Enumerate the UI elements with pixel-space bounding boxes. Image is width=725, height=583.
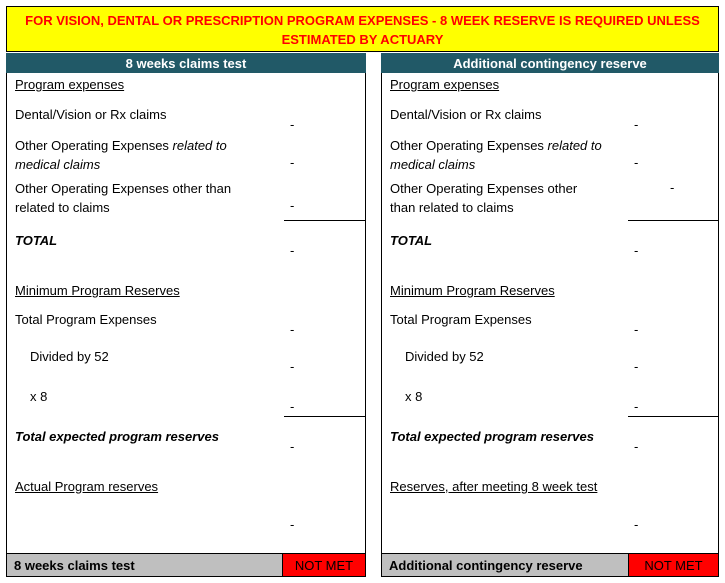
total-value: -	[290, 243, 295, 258]
other-related-italic-2: medical claims	[390, 157, 476, 172]
expected-rule	[628, 416, 719, 417]
dental-vision-value: -	[290, 117, 295, 132]
total-label: TOTAL	[390, 233, 433, 248]
program-expenses-heading: Program expenses	[390, 77, 500, 92]
expected-label: Total expected program reserves	[15, 429, 219, 444]
dental-vision-label: Dental/Vision or Rx claims	[390, 107, 542, 122]
total-value: -	[634, 243, 639, 258]
subtotal-rule	[284, 220, 366, 221]
subtotal-rule	[628, 220, 719, 221]
other-non-related-text-1: Other Operating Expenses other	[390, 181, 578, 196]
other-related-text: Other Operating Expenses	[390, 138, 548, 153]
total-label: TOTAL	[15, 233, 58, 248]
panel-body	[381, 73, 719, 553]
program-expenses-heading: Program expenses	[15, 77, 125, 92]
other-non-related-label	[390, 179, 577, 217]
expected-label: Total expected program reserves	[390, 429, 594, 444]
warning-banner	[6, 6, 719, 52]
other-non-related-value: -	[290, 198, 295, 213]
other-related-value: -	[290, 155, 295, 170]
min-reserves-heading: Minimum Program Reserves	[390, 283, 555, 298]
footer-label: 8 weeks claims test	[14, 558, 135, 573]
total-expenses-value: -	[290, 322, 295, 337]
actual-reserves-value: -	[290, 517, 295, 532]
other-related-label	[390, 136, 602, 174]
other-related-italic: related to	[172, 138, 227, 153]
times-eight-value: -	[290, 399, 295, 414]
total-expenses-label: Total Program Expenses	[15, 312, 157, 327]
panel-footer	[6, 553, 366, 577]
total-expenses-label: Total Program Expenses	[390, 312, 532, 327]
min-reserves-heading: Minimum Program Reserves	[15, 283, 180, 298]
banner-line-1: FOR VISION, DENTAL OR PRESCRIPTION PROGRAM EXPENSES - 8 WEEK RESERVE IS REQUIRED UNLESS	[25, 13, 700, 28]
other-non-related-text-1: Other Operating Expenses other than	[15, 181, 232, 196]
divided-label: Divided by 52	[30, 349, 109, 364]
other-related-italic-2: medical claims	[15, 157, 101, 172]
reserves-after-test-value: -	[634, 517, 639, 532]
panel-header: Additional contingency reserve	[381, 53, 719, 73]
other-non-related-label	[15, 179, 231, 217]
expected-value: -	[634, 439, 639, 454]
divided-value: -	[290, 359, 295, 374]
divided-label: Divided by 52	[405, 349, 484, 364]
actual-reserves-label: Actual Program reserves	[15, 479, 159, 494]
total-expenses-value: -	[634, 322, 639, 337]
dental-vision-label: Dental/Vision or Rx claims	[15, 107, 167, 122]
panel-footer	[381, 553, 719, 577]
footer-label: Additional contingency reserve	[389, 558, 583, 573]
eight-weeks-claims-test-panel	[6, 53, 366, 578]
banner-line-2: ESTIMATED BY ACTUARY	[281, 32, 444, 47]
expected-rule	[284, 416, 366, 417]
times-eight-value: -	[634, 399, 639, 414]
status-badge: NOT MET	[282, 554, 365, 576]
dental-vision-value: -	[634, 117, 639, 132]
other-related-italic: related to	[547, 138, 602, 153]
status-badge: NOT MET	[628, 554, 718, 576]
additional-contingency-reserve-panel	[381, 53, 719, 578]
other-related-text: Other Operating Expenses	[15, 138, 173, 153]
other-non-related-text-2: related to claims	[15, 200, 110, 215]
other-related-value: -	[634, 155, 639, 170]
divided-value: -	[634, 359, 639, 374]
times-eight-label: x 8	[405, 389, 423, 404]
times-eight-label: x 8	[30, 389, 48, 404]
other-non-related-value: -	[670, 180, 675, 195]
panel-body	[6, 73, 366, 553]
reserves-after-test-label: Reserves, after meeting 8 week test	[390, 479, 598, 494]
panel-header: 8 weeks claims test	[6, 53, 366, 73]
other-non-related-text-2: than related to claims	[390, 200, 514, 215]
other-related-label	[15, 136, 227, 174]
expected-value: -	[290, 439, 295, 454]
